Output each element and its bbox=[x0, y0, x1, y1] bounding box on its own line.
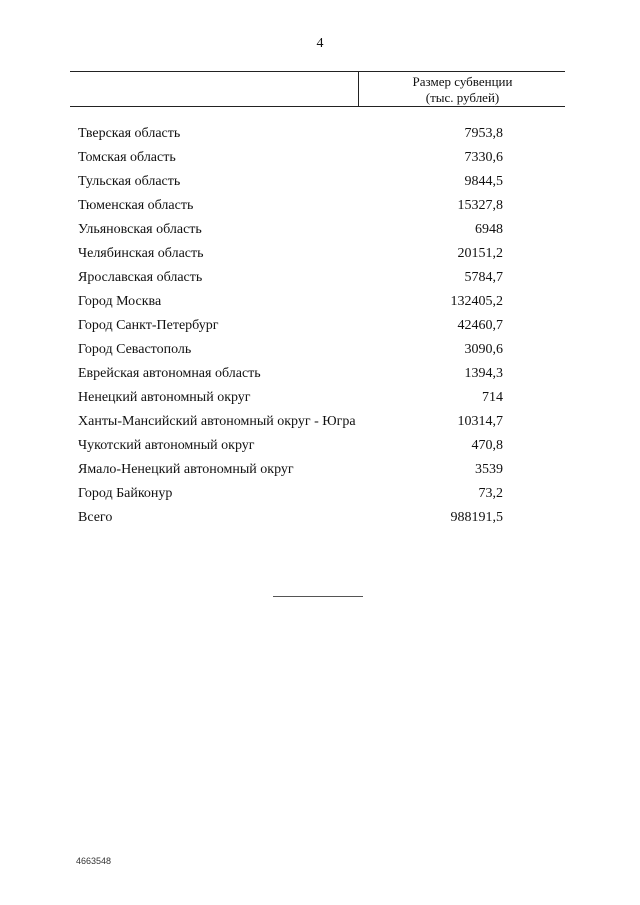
total-value: 988191,5 bbox=[450, 510, 503, 525]
table-row bbox=[78, 149, 558, 167]
subvention-value: 6948 bbox=[475, 222, 503, 237]
table-row bbox=[78, 293, 558, 311]
table-row-total bbox=[78, 509, 558, 527]
region-name: Ярославская область bbox=[78, 270, 203, 285]
table-row bbox=[78, 413, 558, 431]
column-header-title: Размер субвенции bbox=[412, 74, 513, 89]
table-row bbox=[78, 125, 558, 143]
subvention-value: 714 bbox=[482, 390, 503, 405]
table-row bbox=[78, 317, 558, 335]
table-top-rule bbox=[70, 71, 565, 72]
region-name: Ульяновская область bbox=[78, 222, 202, 237]
subvention-value: 470,8 bbox=[471, 438, 503, 453]
table-row bbox=[78, 437, 558, 455]
table-row bbox=[78, 173, 558, 191]
region-name: Город Санкт-Петербург bbox=[78, 318, 219, 333]
region-name: Ханты-Мансийский автономный округ - Югра bbox=[78, 414, 356, 429]
subvention-value: 7330,6 bbox=[464, 150, 503, 165]
table-row bbox=[78, 485, 558, 503]
table-row bbox=[78, 245, 558, 263]
region-name: Тюменская область bbox=[78, 198, 194, 213]
subvention-value: 132405,2 bbox=[450, 294, 503, 309]
subvention-value: 20151,2 bbox=[457, 246, 503, 261]
table-body bbox=[78, 125, 558, 533]
region-name: Еврейская автономная область bbox=[78, 366, 261, 381]
subvention-value: 7953,8 bbox=[464, 126, 503, 141]
table-row bbox=[78, 197, 558, 215]
region-name: Тверская область bbox=[78, 126, 181, 141]
region-name: Город Москва bbox=[78, 294, 162, 309]
region-name: Чукотский автономный округ bbox=[78, 438, 255, 453]
table-row bbox=[78, 269, 558, 287]
table-header-rule bbox=[70, 106, 565, 107]
region-name: Город Байконур bbox=[78, 486, 173, 501]
table-column-header bbox=[360, 74, 565, 106]
column-header-unit: (тыс. рублей) bbox=[425, 90, 500, 105]
subvention-value: 3539 bbox=[475, 462, 503, 477]
subvention-value: 73,2 bbox=[478, 486, 503, 501]
end-of-table-mark bbox=[273, 596, 363, 597]
header-column-divider bbox=[358, 71, 359, 106]
subvention-value: 5784,7 bbox=[464, 270, 503, 285]
region-name: Ненецкий автономный округ bbox=[78, 390, 251, 405]
region-name: Город Севастополь bbox=[78, 342, 192, 357]
table-row bbox=[78, 341, 558, 359]
table-row bbox=[78, 389, 558, 407]
table-row bbox=[78, 221, 558, 239]
table-row bbox=[78, 365, 558, 383]
subvention-value: 42460,7 bbox=[457, 318, 503, 333]
region-name: Тульская область bbox=[78, 174, 181, 189]
table-row bbox=[78, 461, 558, 479]
region-name: Томская область bbox=[78, 150, 176, 165]
region-name: Челябинская область bbox=[78, 246, 204, 261]
subvention-value: 1394,3 bbox=[464, 366, 503, 381]
region-name: Ямало-Ненецкий автономный округ bbox=[78, 462, 294, 477]
document-code: 4663548 bbox=[76, 856, 112, 866]
page-number: 4 bbox=[316, 36, 324, 51]
subvention-value: 10314,7 bbox=[457, 414, 503, 429]
subvention-value: 9844,5 bbox=[464, 174, 503, 189]
subvention-value: 3090,6 bbox=[464, 342, 503, 357]
subvention-value: 15327,8 bbox=[457, 198, 503, 213]
total-label: Всего bbox=[78, 510, 113, 525]
